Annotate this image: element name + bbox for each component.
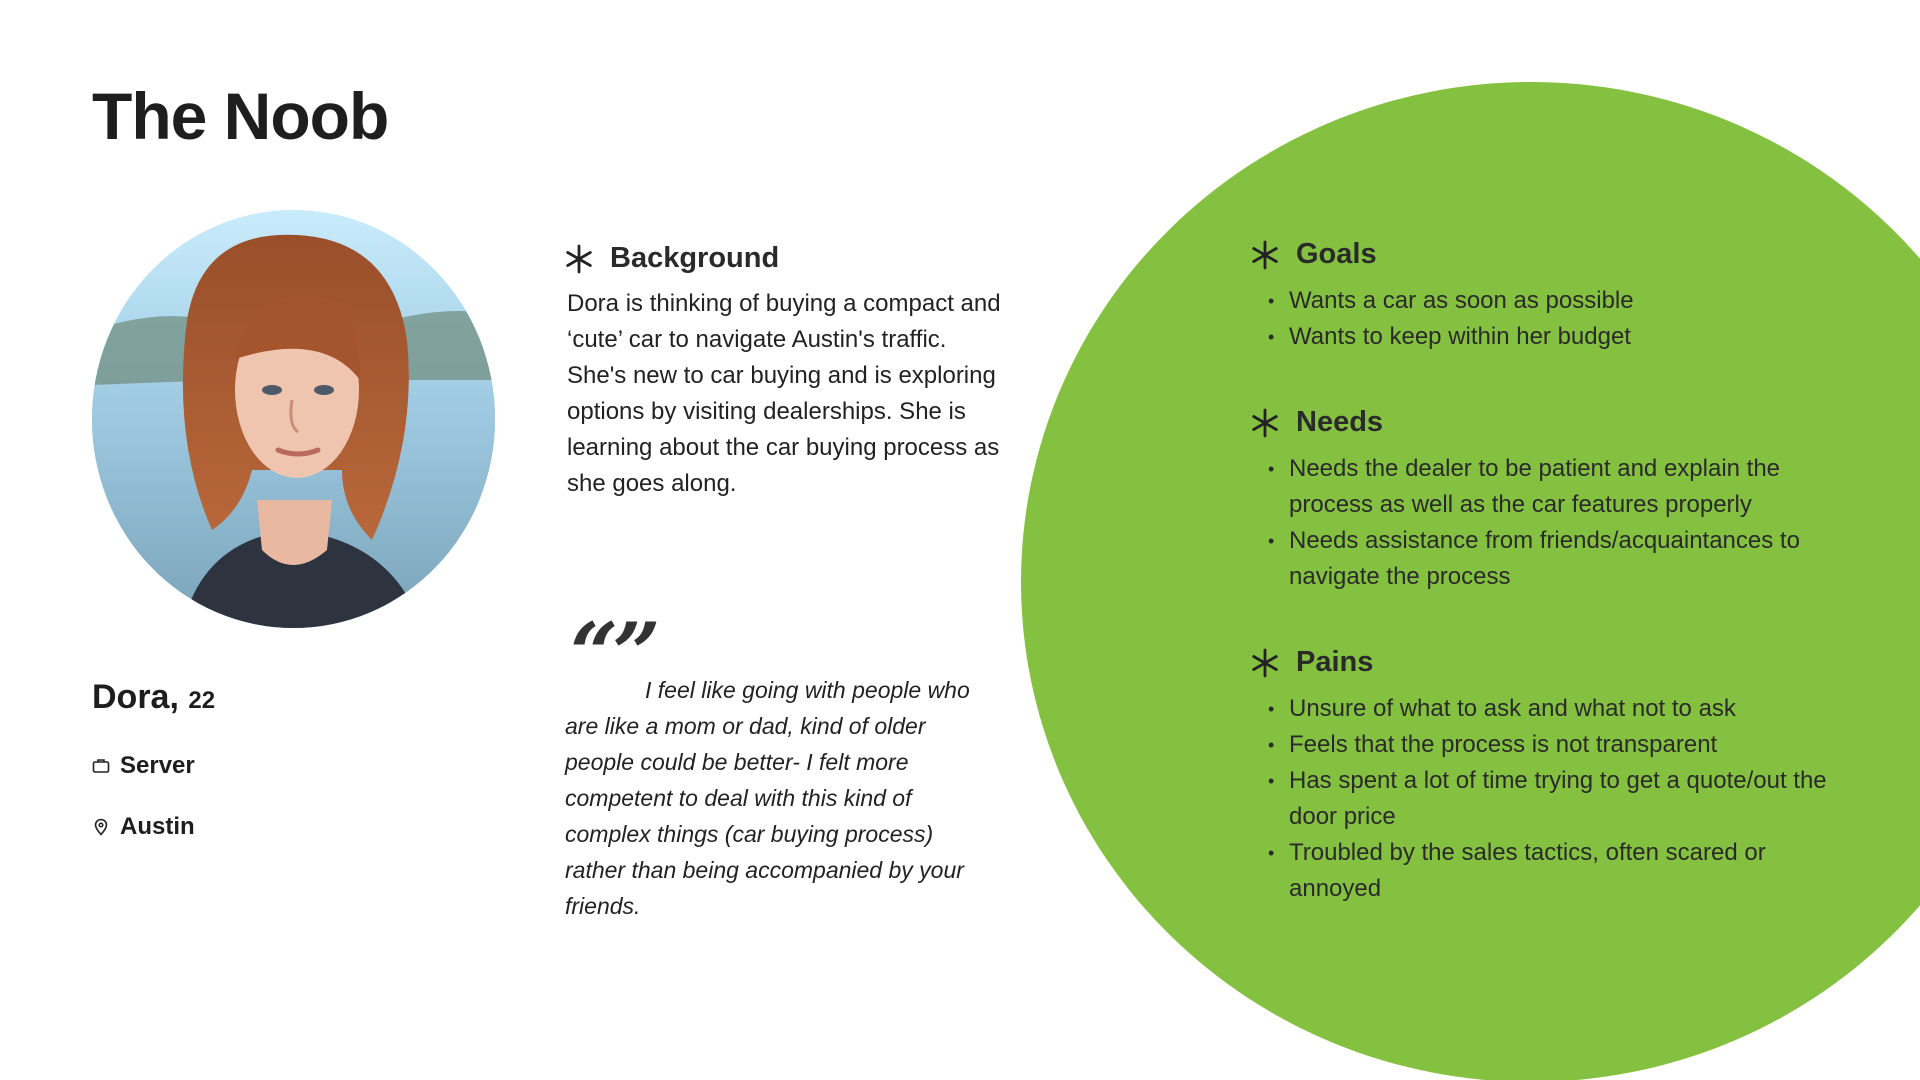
goals-list (1268, 283, 1828, 355)
goals-heading-label: Goals (1296, 238, 1377, 270)
background-text: Dora is thinking of buying a compact and ‘cute’ car to navigate Austin's traffic. She's new to car buying and is exploring options by visiting dealerships. She is learning about the car buying process as she goes along. (567, 290, 1001, 497)
background-heading (564, 242, 779, 275)
list-item: • Wants to keep within her budget (1268, 319, 1828, 355)
list-item: • Needs the dealer to be patient and explain the process as well as the car features properly (1268, 451, 1828, 523)
needs-heading (1250, 406, 1383, 439)
list-item: • Unsure of what to ask and what not to ask (1268, 691, 1828, 727)
list-item: • Needs assistance from friends/acquaintances to navigate the process (1268, 523, 1828, 595)
asterisk-icon (1250, 240, 1280, 270)
asterisk-icon (564, 244, 594, 274)
list-item: • Troubled by the sales tactics, often scared or annoyed (1268, 835, 1828, 907)
goals-heading (1250, 238, 1377, 271)
pains-list (1268, 691, 1828, 907)
pains-heading-label: Pains (1296, 646, 1374, 678)
briefcase-icon (92, 757, 110, 775)
persona-photo (92, 210, 495, 628)
persona-location-label: Austin (120, 813, 195, 840)
persona-occupation (92, 752, 195, 780)
page-title: The Noob (92, 79, 389, 153)
needs-list (1268, 451, 1828, 595)
map-pin-icon (92, 818, 110, 836)
persona-name (92, 678, 215, 717)
background-heading-label: Background (610, 242, 780, 274)
persona-location (92, 813, 195, 841)
list-item: • Wants a car as soon as possible (1268, 283, 1828, 319)
quote-mark: “” (570, 604, 655, 703)
asterisk-icon (1250, 648, 1280, 678)
pains-heading (1250, 646, 1373, 679)
needs-heading-label: Needs (1296, 406, 1384, 438)
persona-name-text: Dora, (92, 678, 179, 716)
asterisk-icon (1250, 408, 1280, 438)
persona-occupation-label: Server (120, 752, 195, 779)
persona-portrait-image (92, 210, 495, 628)
persona-age: 22 (188, 687, 216, 714)
quote-text: I feel like going with people who are like a mom or dad, kind of older people could be better- I felt more competent to deal with this kind of complex things (car buying process) rather than being accompanied by your friends. (565, 677, 970, 919)
list-item: • Has spent a lot of time trying to get a quote/out the door price (1268, 763, 1828, 835)
list-item: • Feels that the process is not transparent (1268, 727, 1828, 763)
